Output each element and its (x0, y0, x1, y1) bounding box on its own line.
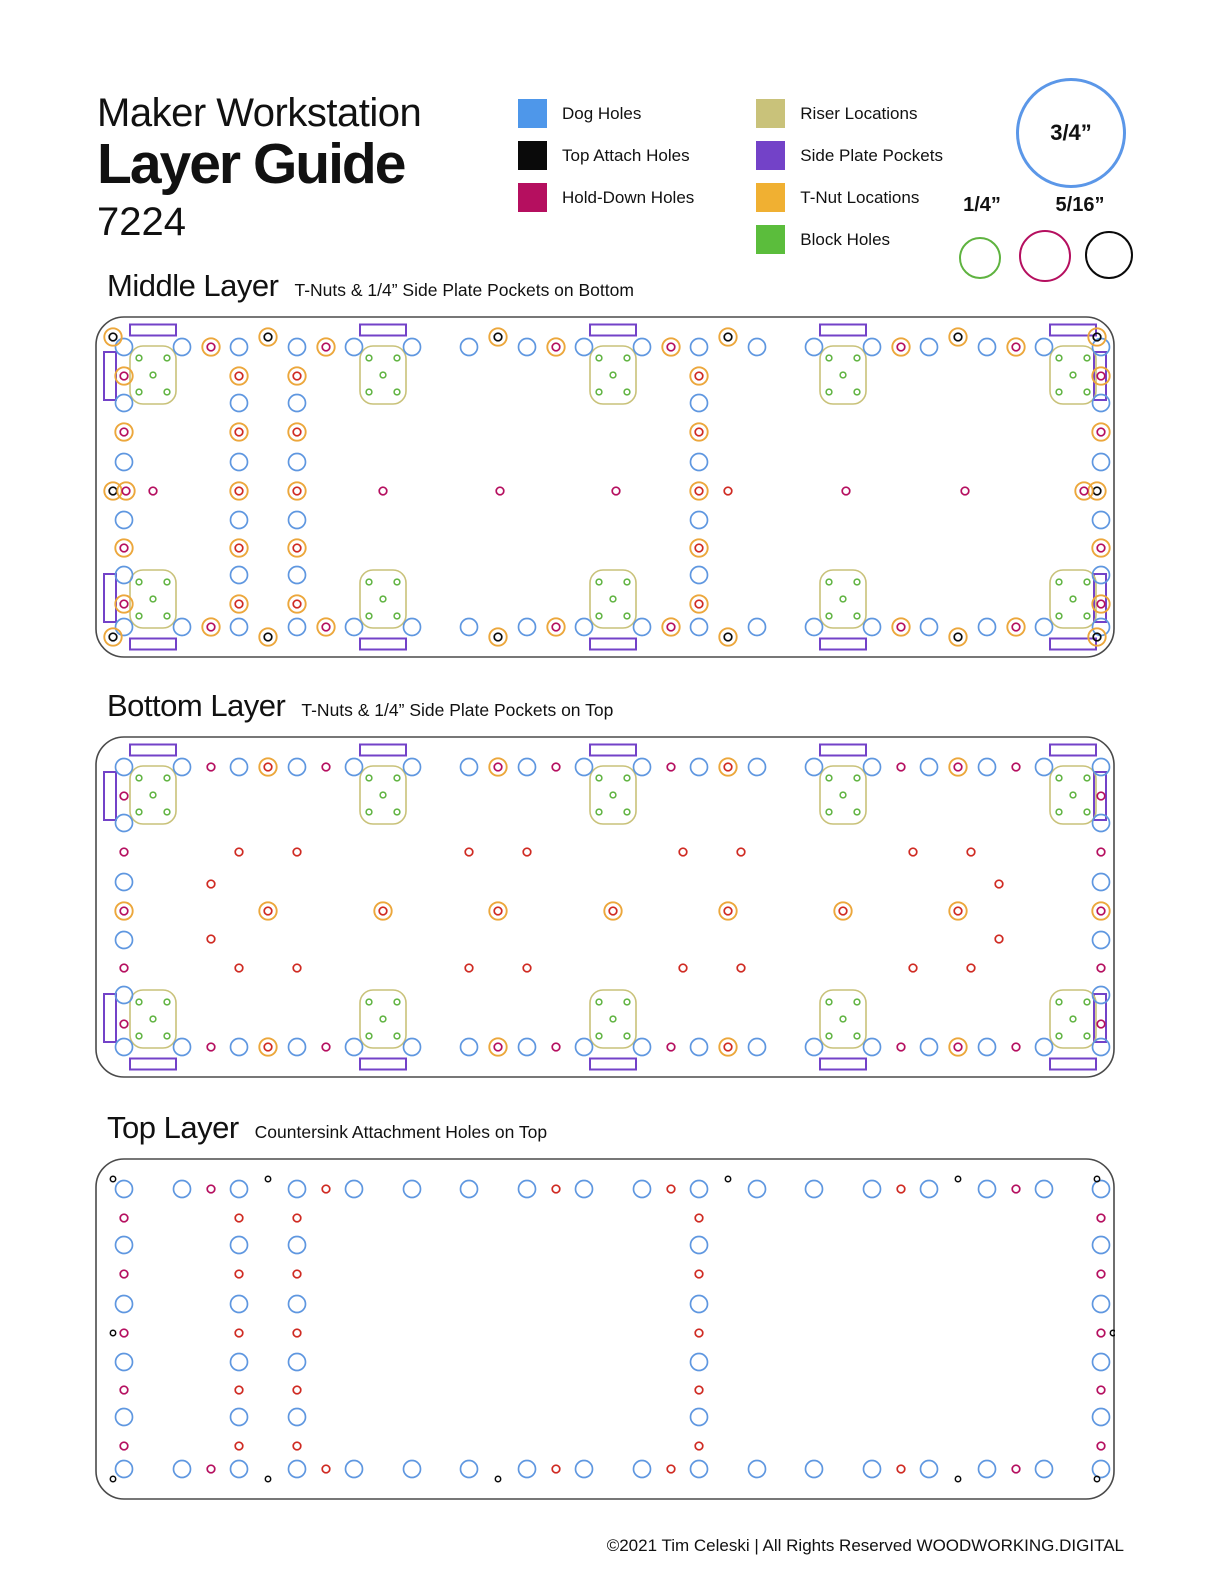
middle-layer-diagram (95, 316, 1115, 658)
five-sixteenth-inch-label: 5/16” (1055, 194, 1105, 216)
bottom-layer-heading (107, 688, 1124, 724)
bottom-layer-section (95, 688, 1124, 1078)
riser-locations-swatch (756, 99, 785, 128)
legend-column-2 (756, 99, 943, 267)
hold-down-holes-swatch (518, 183, 547, 212)
three-quarter-inch-circle (1016, 78, 1126, 188)
quarter-inch-label: 1/4” (963, 194, 1001, 216)
top-layer-title: Top Layer (107, 1110, 239, 1145)
legend-label: Top Attach Holes (562, 145, 690, 165)
legend-item-dog-holes (518, 99, 694, 128)
title-block (97, 92, 421, 243)
legend-label: Dog Holes (562, 103, 642, 123)
copyright-text: ©2021 Tim Celeski | All Rights Reserved WOODWORKING.DIGITAL (606, 1536, 1124, 1555)
legend (518, 99, 943, 267)
dog-holes-swatch (518, 99, 547, 128)
top-layer-svg (95, 1158, 1115, 1500)
legend-label: Riser Locations (800, 103, 918, 123)
legend-item-riser-locations (756, 99, 943, 128)
middle-layer-heading (107, 268, 1124, 304)
legend-item-t-nut-locations (756, 183, 943, 212)
middle-layer-title: Middle Layer (107, 268, 279, 303)
top-layer-subtitle: Countersink Attachment Holes on Top (254, 1122, 548, 1142)
legend-item-hold-down-holes (518, 183, 694, 212)
bottom-layer-diagram (95, 736, 1115, 1078)
model-number: 7224 (97, 200, 186, 244)
middle-layer-svg (95, 316, 1115, 658)
legend-label: T-Nut Locations (800, 187, 920, 207)
top-layer-diagram (95, 1158, 1115, 1500)
legend-item-block-holes (756, 225, 943, 254)
top-layer-heading (107, 1110, 1124, 1146)
product-title: Maker Workstation (97, 91, 422, 135)
t-nut-locations-swatch (756, 183, 785, 212)
legend-item-top-attach-holes (518, 141, 694, 170)
legend-label: Block Holes (800, 229, 891, 249)
bottom-layer-svg (95, 736, 1115, 1078)
legend-label: Side Plate Pockets (800, 145, 943, 165)
legend-column-1 (518, 99, 694, 267)
page-title: Layer Guide (97, 132, 405, 196)
bottom-layer-title: Bottom Layer (107, 688, 286, 723)
top-attach-holes-swatch (518, 141, 547, 170)
side-plate-pockets-swatch (756, 141, 785, 170)
three-quarter-inch-label: 3/4” (1050, 120, 1092, 145)
legend-item-side-plate-pockets (756, 141, 943, 170)
legend-label: Hold-Down Holes (562, 187, 695, 207)
middle-layer-section (95, 268, 1124, 658)
top-layer-section (95, 1110, 1124, 1500)
panel-outline (96, 1159, 1114, 1499)
bottom-layer-subtitle: T-Nuts & 1/4” Side Plate Pockets on Top (301, 700, 614, 720)
block-holes-swatch (756, 225, 785, 254)
middle-layer-subtitle: T-Nuts & 1/4” Side Plate Pockets on Bottom (294, 280, 634, 300)
panel-outline (96, 317, 1114, 657)
